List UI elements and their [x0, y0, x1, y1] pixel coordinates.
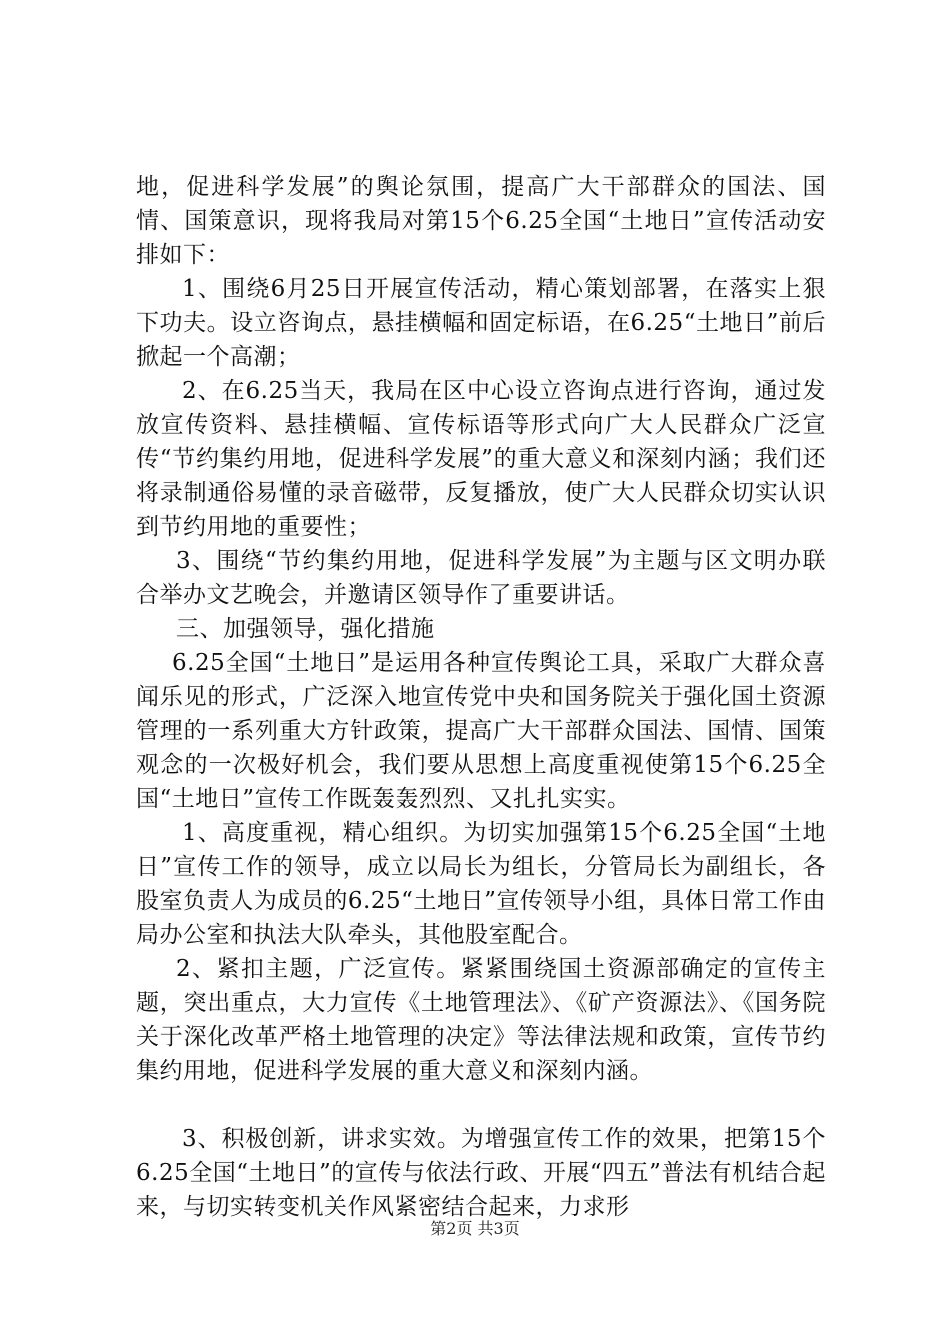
- paragraph-measure-2: 2、紧扣主题，广泛宣传。紧紧围绕国土资源部确定的宣传主题，突出重点，大力宣传《土地管理法》、《矿产资源法》、《国务院关于深化改革严格土地管理的决定》等法律法规和政策，宣传节约集约用地，促进科学发展的重大意义和深刻内涵。: [136, 956, 826, 1084]
- document-body: [136, 170, 826, 1224]
- page-number: 第2页 共3页: [430, 1219, 520, 1238]
- page-footer: [0, 1216, 950, 1239]
- paragraph-measure-3: 3、积极创新，讲求实效。为增强宣传工作的效果，把第15个6.25全国“土地日”的宣传与依法行政、开展“四五”普法有机结合起来，与切实转变机关作风紧密结合起来，力求形: [136, 1126, 826, 1220]
- section-heading-3: 三、加强领导，强化措施: [176, 616, 435, 642]
- paragraph-section-3-intro: 6.25全国“土地日”是运用各种宣传舆论工具，采取广大群众喜闻乐见的形式，广泛深入地宣传党中央和国务院关于强化国土资源管理的一系列重大方针政策，提高广大干部群众国法、国情、国策观念的一次极好机会，我们要从思想上高度重视使第15个6.25全国“土地日”宣传工作既轰轰烈烈、又扎扎实实。: [136, 650, 826, 812]
- paragraph-item-3: 3、围绕“节约集约用地，促进科学发展”为主题与区文明办联合举办文艺晚会，并邀请区领导作了重要讲话。: [136, 548, 826, 608]
- paragraph-item-2: 2、在6.25当天，我局在区中心设立咨询点进行咨询，通过发放宣传资料、悬挂横幅、宣传标语等形式向广大人民群众广泛宣传“节约集约用地，促进科学发展”的重大意义和深刻内涵；我们还将录制通俗易懂的录音磁带，反复播放，使广大人民群众切实认识到节约用地的重要性；: [136, 378, 826, 540]
- paragraph-item-1: 1、围绕6月25日开展宣传活动，精心策划部署，在落实上狠下功夫。设立咨询点，悬挂横幅和固定标语，在6.25“土地日”前后掀起一个高潮；: [136, 276, 826, 370]
- paragraph-measure-1: 1、高度重视，精心组织。为切实加强第15个6.25全国“土地日”宣传工作的领导，成立以局长为组长，分管局长为副组长，各股室负责人为成员的6.25“土地日”宣传领导小组，具体日常工作由局办公室和执法大队牵头，其他股室配合。: [136, 820, 826, 948]
- paragraph-intro-continuation: 地，促进科学发展”的舆论氛围，提高广大干部群众的国法、国情、国策意识，现将我局对第15个6.25全国“土地日”宣传活动安排如下：: [136, 174, 826, 268]
